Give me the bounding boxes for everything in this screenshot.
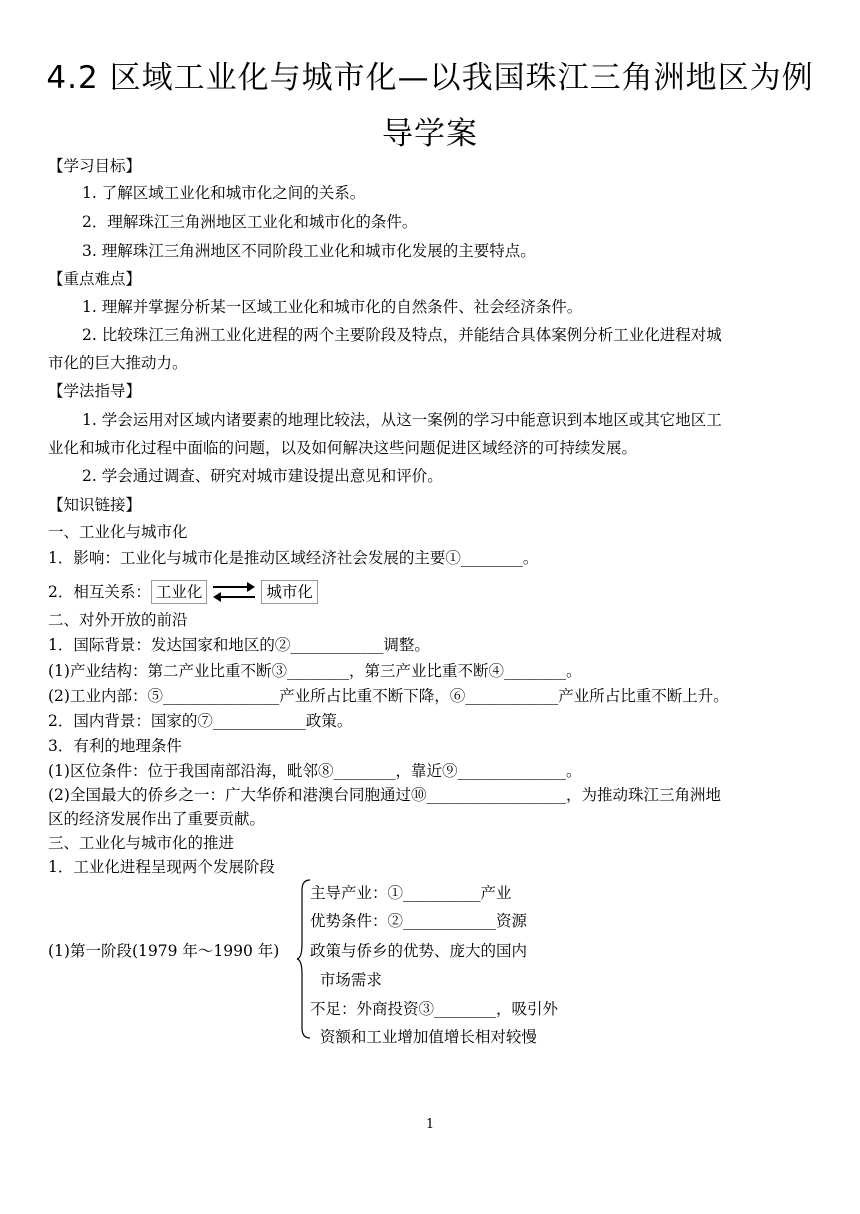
section-1-item-2	[48, 580, 318, 604]
key-points-heading: 【重点难点】	[48, 270, 142, 288]
objective-item-2: 2．理解珠江三角洲地区工业化和城市化的条件。	[82, 213, 418, 231]
stage-1-line-5: 不足：外商投资③________，吸引外	[310, 1000, 559, 1018]
section-3-title: 三、工业化与城市化的推进	[48, 834, 235, 852]
stage-1-line-2: 优势条件：②____________资源	[310, 912, 528, 930]
section-1-item-1: 1．影响：工业化与城市化是推动区域经济社会发展的主要①________。	[48, 549, 539, 567]
document-title-line1: 4.2 区域工业化与城市化—以我国珠江三角洲地区为例	[46, 60, 814, 96]
key-point-item-2-line1: 2. 比较珠江三角洲工业化进程的两个主要阶段及特点，并能结合具体案例分析工业化进程对城	[82, 326, 722, 344]
section-3-item-1: 1．工业化进程呈现两个发展阶段	[48, 858, 275, 876]
objective-item-1: 1. 了解区域工业化和城市化之间的关系。	[82, 184, 366, 202]
section-1-title: 一、工业化与城市化	[48, 523, 188, 541]
industrialization-box: 工业化	[151, 580, 208, 604]
bidirectional-arrow-icon	[211, 580, 257, 604]
section-2-title: 二、对外开放的前沿	[48, 611, 188, 629]
methods-heading: 【学法指导】	[48, 382, 142, 400]
section-2-item-1: 1．国际背景：发达国家和地区的②____________调整。	[48, 636, 430, 654]
urbanization-box: 城市化	[261, 580, 318, 604]
page-number: 1	[425, 1117, 435, 1132]
stage-1-line-3: 政策与侨乡的优势、庞大的国内	[310, 942, 528, 960]
section-2-item-3b-line1: (2)全国最大的侨乡之一：广大华侨和港澳台同胞通过⑩__________________，为推动珠江三角洲地	[48, 786, 721, 804]
stage-1-line-4: 市场需求	[310, 971, 382, 989]
stage-1-line-1: 主导产业：①__________产业	[310, 884, 512, 902]
section-2-item-3b-line2: 区的经济发展作出了重要贡献。	[48, 810, 266, 828]
stage-1-line-6: 资额和工业增加值增长相对较慢	[310, 1028, 537, 1046]
objectives-heading: 【学习目标】	[48, 157, 142, 175]
relation-label: 2．相互关系：	[48, 583, 151, 601]
section-2-item-2: 2．国内背景：国家的⑦____________政策。	[48, 712, 353, 730]
method-item-2: 2. 学会通过调查、研究对城市建设提出意见和评价。	[82, 467, 443, 485]
key-point-item-1: 1. 理解并掌握分析某一区域工业化和城市化的自然条件、社会经济条件。	[82, 298, 583, 316]
stage-1-label: (1)第一阶段(1979 年～1990 年)	[48, 942, 280, 960]
section-2-item-1b: (2)工业内部：⑤_______________产业所占比重不断下降，⑥____________产业所占比重不断上升。	[48, 687, 729, 705]
document-title-line2: 导学案	[382, 116, 478, 152]
section-2-item-1a: (1)产业结构：第二产业比重不断③________，第三产业比重不断④________。	[48, 662, 582, 680]
section-2-item-3a: (1)区位条件：位于我国南部沿海，毗邻⑧________，靠近⑨______________。	[48, 762, 582, 780]
objective-item-3: 3. 理解珠江三角洲地区不同阶段工业化和城市化发展的主要特点。	[82, 242, 536, 260]
key-point-item-2-line2: 市化的巨大推动力。	[48, 354, 188, 372]
section-2-item-3: 3．有利的地理条件	[48, 737, 182, 755]
knowledge-heading: 【知识链接】	[48, 496, 142, 514]
method-item-1-line1: 1. 学会运用对区域内诸要素的地理比较法，从这一案例的学习中能意识到本地区或其它地区工	[82, 411, 722, 429]
method-item-1-line2: 业化和城市化过程中面临的问题，以及如何解决这些问题促进区域经济的可持续发展。	[48, 439, 638, 457]
